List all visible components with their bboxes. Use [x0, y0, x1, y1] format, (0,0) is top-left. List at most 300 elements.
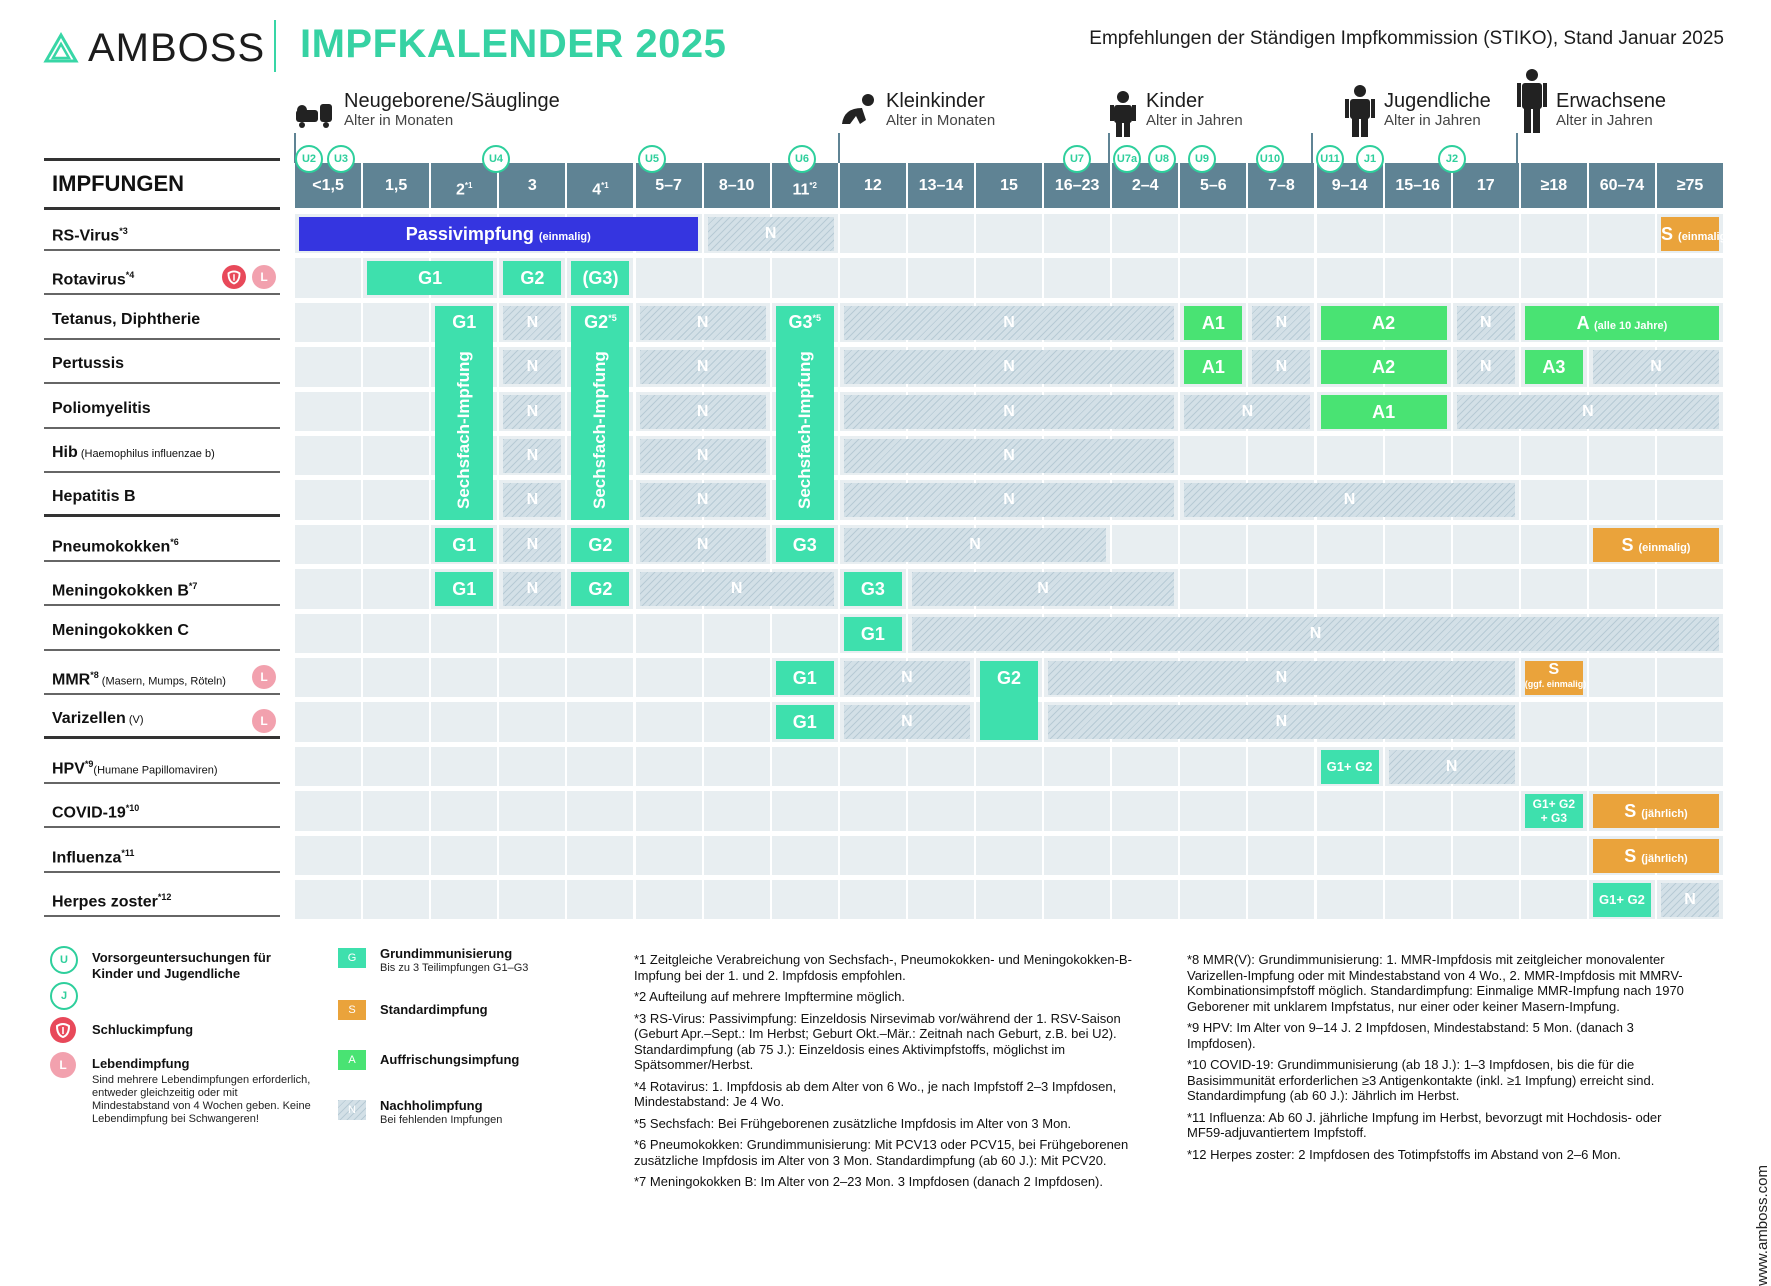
legend-g-title: Grundimmunisierung [380, 946, 513, 961]
dose-label: G1 [452, 311, 477, 332]
schedule-cell [431, 658, 497, 697]
nachholimpfung-bar [503, 572, 561, 606]
schedule-cell [1453, 880, 1519, 919]
schedule-cell [567, 747, 633, 786]
vaccine-row-label [44, 300, 280, 340]
legend-s-swatch: S [338, 1000, 366, 1020]
brand-name: AMBOSS [88, 25, 266, 70]
group-title: Erwachsene [1556, 90, 1667, 112]
nachholimpfung-bar [503, 528, 561, 562]
passivimpfung-bar [299, 217, 698, 251]
legend-a-title: Auffrischungsimpfung [380, 1052, 520, 1067]
vaccine-row-label [44, 655, 280, 695]
schedule-cell [363, 436, 429, 475]
legend-g-sub: Bis zu 3 Teilimpfungen G1–G3 [380, 962, 529, 974]
schedule-cell [636, 880, 702, 919]
bar-sublabel: (jährlich) [1641, 852, 1688, 865]
vaccine-row-label [44, 211, 280, 251]
schedule-cell [1521, 436, 1587, 475]
vaccine-name: Pneumokokken [52, 538, 171, 556]
schedule-cell [499, 747, 565, 786]
vaccine-footnote-ref: *3 [119, 226, 128, 236]
grundimmunisierung-bar [435, 528, 493, 562]
schedule-cell [1112, 525, 1178, 564]
schedule-cell [1385, 525, 1451, 564]
legend-leben: Lebendimpfung [92, 1056, 190, 1071]
age-footnote-ref: *1 [464, 181, 473, 190]
checkup-marker: U11 [1316, 145, 1344, 173]
vaccine-name: MMR [52, 671, 91, 689]
bar-label: G2 [588, 579, 613, 600]
vaccine-name: Poliomyelitis [52, 399, 151, 417]
schedule-cell [1385, 836, 1451, 875]
schedule-cell [567, 658, 633, 697]
schedule-cell [363, 347, 429, 386]
nachholimpfung-bar [844, 395, 1175, 429]
nachholimpfung-bar [844, 528, 1106, 562]
schedule-cell [295, 836, 361, 875]
bar-sublabel: (jährlich) [1641, 808, 1688, 821]
footnote: *1 Zeitgleiche Verabreichung von Sechsfach-, Pneumokokken- und Meningokokken-B-Impfung bei der 1. und 2. Impfdosis empfohlen. [634, 952, 1132, 983]
bar-label: N [696, 535, 709, 553]
age-label: ≥75 [1676, 177, 1704, 194]
age-label: 15–16 [1395, 177, 1440, 194]
schedule-cell [704, 614, 770, 653]
vaccine-footnote-ref: *11 [121, 847, 135, 858]
bar-label: A1 [1372, 401, 1396, 422]
auffrischung-bar [1321, 306, 1447, 340]
nachholimpfung-bar [640, 483, 766, 517]
age-header-cell [499, 163, 565, 208]
schedule-cell [704, 791, 770, 830]
age-label: 1,5 [385, 177, 408, 194]
adult-icon [1516, 68, 1548, 134]
bar-label: S [1624, 845, 1637, 866]
footnotes-left [634, 952, 1139, 1196]
schedule-cell [431, 702, 497, 741]
schedule-cell [976, 258, 1042, 297]
checkup-marker: U4 [482, 145, 510, 173]
oral-vaccine-icon [50, 1017, 76, 1043]
bar-label: N [1275, 713, 1288, 731]
vaccine-footnote-ref: *7 [188, 581, 198, 592]
schedule-cell [363, 658, 429, 697]
schedule-cell [363, 525, 429, 564]
grundimmunisierung-bar [776, 661, 834, 695]
age-header-cell [1248, 163, 1314, 208]
vaccine-subname: (Masern, Mumps, Röteln) [98, 675, 226, 688]
bar-label: N [526, 491, 539, 509]
checkup-marker: U6 [788, 145, 816, 173]
bar-label: (G3) [582, 268, 619, 289]
group-erwachsene [1516, 68, 1666, 134]
schedule-cell [295, 569, 361, 608]
age-label: 13–14 [918, 177, 964, 194]
age-label: 3 [527, 177, 537, 194]
schedule-cell [908, 214, 974, 253]
schedule-cell [1453, 436, 1519, 475]
schedule-cell [1044, 880, 1110, 919]
vaccine-name: Influenza [52, 848, 122, 866]
bar-label: G2 [997, 668, 1022, 688]
schedule-cell [908, 836, 974, 875]
schedule-cell [704, 880, 770, 919]
schedule-cell [772, 258, 838, 297]
schedule-cell [1044, 214, 1110, 253]
age-header-cell [840, 163, 906, 208]
vaccine-name: Varizellen [52, 710, 126, 728]
schedule-cell [636, 791, 702, 830]
vaccine-subname: (V) [125, 714, 144, 727]
nachholimpfung-bar [844, 439, 1175, 473]
nachholimpfung-bar [1389, 750, 1515, 784]
vaccine-name: Meningokokken C [52, 621, 189, 639]
schedule-cell [1521, 702, 1587, 741]
vaccines-header: IMPFUNGEN [44, 158, 280, 210]
schedule-cell [295, 525, 361, 564]
vaccine-subname: (Humane Papillomaviren) [93, 764, 218, 777]
schedule-cell [1453, 836, 1519, 875]
bar-label: N [730, 580, 743, 598]
schedule-cell [636, 258, 702, 297]
grundimmunisierung-bar [980, 661, 1038, 740]
schedule-cell [499, 880, 565, 919]
vaccine-row-label [44, 522, 280, 562]
bar-label: Passivimpfung [405, 224, 534, 244]
j-legend-icon: J [50, 982, 78, 1010]
bar-label: A1 [1201, 312, 1225, 333]
vaccine-row-label [44, 788, 280, 828]
schedule-cell [772, 836, 838, 875]
schedule-cell [1112, 258, 1178, 297]
schedule-cell [1044, 791, 1110, 830]
schedule-cell [1453, 258, 1519, 297]
schedule-cell [1044, 836, 1110, 875]
legend-a-swatch: A [338, 1050, 366, 1070]
schedule-cell [1385, 569, 1451, 608]
schedule-cell [1521, 258, 1587, 297]
nachholimpfung-bar [1457, 350, 1515, 384]
bar-sublabel: (einmalig) [538, 231, 591, 243]
nachholimpfung-bar [1457, 395, 1719, 429]
nachholimpfung-bar [1184, 395, 1310, 429]
legend-leben-sub: Sind mehrere Lebendimpfungen erforderlich, entweder gleichzeitig oder mit Mindestabstand von 4 Wochen geben. Keine Lebendimpfung bei Schwangeren! [92, 1074, 311, 1125]
page-subtitle: Empfehlungen der Ständigen Impfkommission (STIKO), Stand Januar 2025 [1089, 28, 1724, 49]
sechsfach-label: Sechsfach-Impfung [454, 350, 474, 509]
age-footnote-ref: *2 [809, 181, 817, 190]
nachholimpfung-bar [1457, 306, 1515, 340]
schedule-cell [1521, 836, 1587, 875]
schedule-cell [704, 658, 770, 697]
page-title: IMPFKALENDER 2025 [300, 22, 727, 66]
standard-bar [1593, 528, 1719, 562]
group-neugeborene [294, 90, 560, 130]
vaccine-name: COVID-19 [52, 804, 126, 822]
crawling-child-icon [838, 90, 878, 130]
age-label: 60–74 [1599, 177, 1645, 194]
schedule-cell [1180, 791, 1246, 830]
schedule-cell [1317, 258, 1383, 297]
auffrischung-bar [1525, 306, 1719, 340]
schedule-cell [499, 836, 565, 875]
nachholimpfung-bar [708, 217, 834, 251]
live-vaccine-icon: L [252, 265, 276, 289]
sechsfach-impfung-block [776, 306, 834, 520]
age-header-cell [1453, 163, 1519, 208]
bar-label: N [696, 491, 709, 509]
schedule-cell [1657, 702, 1723, 741]
grundimmunisierung-bar [1525, 794, 1583, 828]
schedule-cell [567, 836, 633, 875]
schedule-cell [704, 836, 770, 875]
bar-label: N [1275, 358, 1288, 376]
footnote: *3 RS-Virus: Passivimpfung: Einzeldosis Nirsevimab vor/während der 1. RSV-Saison (Geburt Apr.–Sept.: Im Herbst; Geburt Okt.–Mär.: Zeitnah nach Geburt, z.B. bei U2). Standardimpfung (ab 75 J.): Einzeldosis eines Aktivimpfstoffs, möglichst im Spätsommer/Herbst. [634, 1010, 1121, 1072]
sechsfach-impfung-block [571, 306, 629, 520]
bar-label: N [526, 535, 539, 553]
schedule-cell [908, 791, 974, 830]
schedule-cell [1453, 214, 1519, 253]
sechsfach-label: Sechsfach-Impfung [590, 350, 610, 509]
schedule-cell [1589, 480, 1655, 519]
age-label: 11 [792, 181, 810, 199]
sechsfach-label: Sechsfach-Impfung [794, 350, 814, 509]
group-sub: Alter in Monaten [344, 112, 454, 129]
vaccine-name: Tetanus, Diphtherie [52, 310, 201, 328]
vaccine-name: Hib [52, 444, 78, 461]
bar-label: A2 [1372, 312, 1396, 333]
nachholimpfung-bar [503, 483, 561, 517]
schedule-cell [1521, 480, 1587, 519]
age-label: 15 [1000, 177, 1018, 194]
bar-label: G1 [452, 579, 477, 600]
standard-bar [1661, 217, 1730, 251]
bar-label: S [1661, 224, 1674, 244]
schedule-cell [1180, 258, 1246, 297]
checkup-marker: U5 [638, 145, 666, 173]
schedule-cell [363, 880, 429, 919]
legend-n-title: Nachholimpfung [380, 1098, 483, 1113]
schedule-cell [363, 836, 429, 875]
nachholimpfung-bar [640, 572, 834, 606]
bar-sublabel: (einmalig) [1638, 541, 1691, 554]
age-header-cell [704, 163, 770, 208]
bar-label: S [1621, 534, 1634, 555]
schedule-cell [1180, 880, 1246, 919]
schedule-cell [1180, 569, 1246, 608]
brand-separator [274, 20, 276, 72]
footnote: *2 Aufteilung auf mehrere Impftermine möglich. [634, 989, 905, 1004]
nachholimpfung-bar [844, 306, 1175, 340]
grundimmunisierung-bar [1321, 750, 1379, 784]
footnote: *11 Influenza: Ab 60 J. jährliche Impfung im Herbst, bevorzugt mit Hochdosis- oder MF59-adjuvantiertem Impfstoff. [1187, 1109, 1662, 1140]
age-label: ≥18 [1540, 177, 1568, 194]
standard-bar [1524, 661, 1587, 695]
schedule-cell [567, 614, 633, 653]
vaccine-row-label [44, 699, 280, 739]
nachholimpfung-bar [503, 350, 561, 384]
bar-sublabel: (alle 10 Jahre) [1593, 319, 1668, 332]
schedule-cell [1112, 214, 1178, 253]
footnote: *9 HPV: Im Alter von 9–14 J. 2 Impfdosen, Mindestabstand: 5 Mon. (danach 3 Impfdosen). [1187, 1020, 1634, 1051]
age-header-cell [1657, 163, 1723, 208]
footnote: *8 MMR(V): Grundimmunisierung: 1. MMR-Impfdosis mit zeitgleicher monovalenter Varizellen-Impfung oder mit Mindestabstand von 4 Wo., 2. MMR-Impfdosis mit MMRV-Kombinationsimpfstoff möglich. Standardimpfung: Einmalige MMR-Impfung nach 1970 Geborener mit unklarem Impfstatus, nur einer oder keiner Masern-Impfung. [1187, 952, 1684, 1014]
schedule-cell [295, 880, 361, 919]
grundimmunisierung-bar [776, 528, 834, 562]
grundimmunisierung-bar [503, 261, 561, 295]
group-title: Neugeborene/Säuglinge [344, 90, 560, 112]
bar-label: N [1479, 313, 1492, 331]
bar-label: N [1445, 757, 1458, 775]
group-sub: Alter in Jahren [1384, 112, 1481, 129]
bar-label: N [1582, 402, 1594, 420]
schedule-cell [499, 658, 565, 697]
schedule-cell [295, 480, 361, 519]
schedule-cell [636, 614, 702, 653]
schedule-cell [431, 836, 497, 875]
schedule-cell [295, 702, 361, 741]
grundimmunisierung-bar [571, 572, 629, 606]
vaccine-footnote-ref: *8 [90, 670, 99, 680]
schedule-cell [840, 880, 906, 919]
schedule-cell [1589, 436, 1655, 475]
bar-label: N [1275, 313, 1288, 331]
live-vaccine-icon: L [252, 709, 276, 733]
bar-label: N [696, 313, 709, 331]
checkup-marker: U2 [295, 145, 323, 173]
nachholimpfung-bar [640, 439, 766, 473]
bar-label: G2 [520, 268, 545, 289]
age-label: 2–4 [1131, 177, 1159, 194]
schedule-cell [908, 880, 974, 919]
schedule-cell [976, 791, 1042, 830]
age-label: 12 [863, 177, 882, 194]
schedule-cell [1657, 747, 1723, 786]
group-title: Kleinkinder [886, 90, 985, 112]
schedule-cell [704, 702, 770, 741]
legend-u-text: Vorsorgeuntersuchungen für Kinder und Jugendliche [92, 950, 271, 981]
schedule-cell [1112, 836, 1178, 875]
nachholimpfung-bar [844, 661, 970, 695]
group-kleinkinder [838, 90, 995, 130]
group-title: Jugendliche [1384, 90, 1491, 112]
schedule-cell [1521, 880, 1587, 919]
brand-logo[interactable] [44, 24, 265, 72]
legend-g-swatch: G [338, 948, 366, 968]
footnote: *7 Meningokokken B: Im Alter von 2–23 Mon. 3 Impfdosen (danach 2 Impfdosen). [634, 1174, 1103, 1189]
age-label: 5–7 [655, 177, 682, 194]
schedule-cell [908, 747, 974, 786]
schedule-cell [704, 258, 770, 297]
bar-label: N [901, 669, 913, 686]
bar-label: N [696, 358, 709, 376]
bar-label: G1+ G2 [1532, 797, 1576, 812]
bar-label: N [1684, 891, 1696, 908]
footnotes-right [1187, 952, 1692, 1168]
schedule-cell [636, 836, 702, 875]
group-sub: Alter in Jahren [1146, 112, 1243, 129]
group-title: Kinder [1146, 90, 1204, 112]
schedule-cell [1385, 258, 1451, 297]
bar-label: S [1548, 661, 1560, 678]
schedule-cell [1317, 214, 1383, 253]
bar-label: N [1037, 580, 1049, 598]
bar-label: N [1309, 624, 1322, 642]
bar-label: N [1275, 669, 1288, 686]
checkup-marker: J2 [1438, 145, 1466, 173]
vaccine-name: Rotavirus [52, 271, 126, 289]
schedule-cell [1657, 658, 1723, 697]
sechsfach-impfung-block [435, 306, 493, 520]
nachholimpfung-bar [640, 395, 766, 429]
bar-label: A1 [1201, 357, 1225, 378]
baby-stroller-icon [294, 90, 336, 130]
schedule-cell [295, 392, 361, 431]
bar-label: N [1003, 447, 1015, 464]
nachholimpfung-bar [503, 439, 561, 473]
dose-label: G2 [584, 311, 609, 332]
bar-label: N [1003, 402, 1015, 420]
schedule-cell [1589, 214, 1655, 253]
u-legend-icon: U [50, 946, 78, 974]
dose-label: G3 [788, 311, 813, 332]
schedule-cell [1317, 836, 1383, 875]
bar-sublabel: (ggf. einmalig) [1524, 679, 1587, 689]
footnote: *4 Rotavirus: 1. Impfdosis ab dem Alter von 6 Wo., je nach Impfstoff 2–3 Impfdosen, Mindestabstand: Je 4 Wo. [634, 1078, 1117, 1109]
schedule-cell [976, 747, 1042, 786]
bar-label: N [526, 447, 539, 464]
live-vaccine-icon: L [50, 1052, 76, 1078]
bar-label: N [969, 535, 981, 553]
auffrischung-bar [1184, 350, 1242, 384]
schedule-cell [1521, 214, 1587, 253]
nachholimpfung-bar [1661, 883, 1719, 917]
checkup-marker: J1 [1356, 145, 1384, 173]
bar-label: N [1479, 358, 1492, 376]
bar-label: G1 [860, 623, 885, 644]
group-divider [1311, 133, 1313, 163]
website-link[interactable]: www.amboss.com [1754, 1165, 1771, 1286]
schedule-cell [363, 569, 429, 608]
schedule-cell [1589, 658, 1655, 697]
bar-sublabel: + G3 [1540, 811, 1568, 826]
schedule-cell [1248, 791, 1314, 830]
schedule-cell [840, 258, 906, 297]
nachholimpfung-bar [844, 483, 1175, 517]
schedule-cell [1521, 569, 1587, 608]
schedule-cell [363, 791, 429, 830]
schedule-cell [1248, 836, 1314, 875]
schedule-cell [1385, 791, 1451, 830]
bar-label: A3 [1542, 357, 1566, 378]
age-header-cell [908, 163, 974, 208]
schedule-cell [1112, 747, 1178, 786]
schedule-cell [499, 791, 565, 830]
bar-label: N [1003, 358, 1015, 376]
auffrischung-bar [1321, 350, 1447, 384]
schedule-cell [1385, 436, 1451, 475]
vaccine-name: Hepatitis B [52, 488, 136, 506]
footnote-ref: *5 [812, 312, 821, 323]
nachholimpfung-bar [640, 528, 766, 562]
bar-label: G3 [792, 534, 817, 555]
schedule-cell [431, 791, 497, 830]
bar-label: N [1003, 313, 1015, 331]
grundimmunisierung-bar [571, 528, 629, 562]
schedule-cell [1044, 747, 1110, 786]
schedule-cell [1589, 702, 1655, 741]
nachholimpfung-bar [912, 572, 1174, 606]
live-vaccine-icon: L [252, 665, 276, 689]
